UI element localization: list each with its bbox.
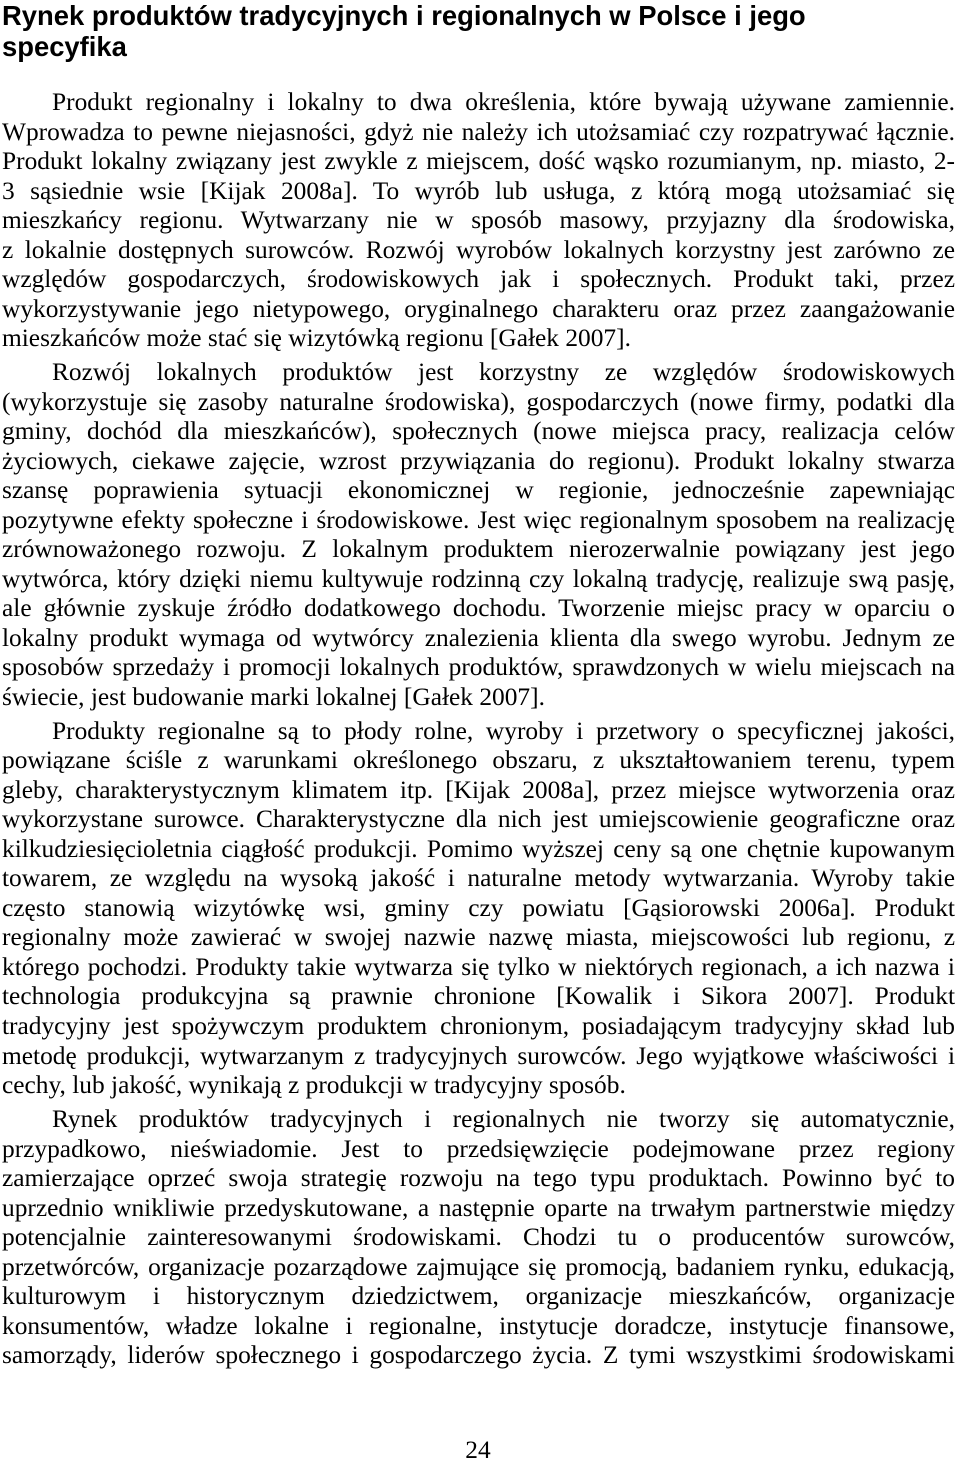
text-line: wytwórca, który dzięki niemu kultywuje rodzinną czy lokalną tradycję, realizuje swą pasję,: [2, 564, 955, 593]
text-line: mieszkańcy regionu. Wytwarzany nie w sposób masowy, przyjazny dla środowiska,: [2, 206, 955, 235]
text-line: kilkudziesięcioletnia ciągłość produkcji. Pomimo wyższej ceny są one chętnie kupowanym: [2, 834, 955, 863]
paragraph: [2, 358, 955, 712]
text-line: przetwórców, organizacje pozarządowe zajmujące się promocją, badaniem rynku, edukacją,: [2, 1252, 955, 1281]
text-line: względów gospodarczych, środowiskowych jak i społecznych. Produkt taki, przez: [2, 265, 955, 294]
text-line: szansę poprawienia sytuacji ekonomicznej w regionie, jednocześnie zapewniając: [2, 476, 955, 505]
text-line: kulturowym i historycznym dziedzictwem, organizacje mieszkańców, organizacje: [2, 1282, 955, 1311]
text-line: tradycyjny jest spożywczym produktem chronionym, posiadającym tradycyjny skład lub: [2, 1011, 955, 1040]
text-line: wykorzystywanie jego nietypowego, oryginalnego charakteru oraz przez zaangażowanie: [2, 294, 955, 323]
text-line: świecie, jest budowanie marki lokalnej [Gałek 2007].: [2, 682, 545, 711]
text-line: 3 sąsiednie wsie [Kijak 2008a]. To wyrób lub usługa, z którą mogą utożsamiać się: [2, 176, 955, 205]
text-line: Rynek produktów tradycyjnych i regionalnych nie tworzy się automatycznie,: [52, 1105, 955, 1134]
text-line: gleby, charakterystycznym klimatem itp. [Kijak 2008a], przez miejsce wytworzenia oraz: [2, 775, 955, 804]
text-line: przypadkowo, nieświadomie. Jest to przedsięwzięcie podejmowane przez regiony: [2, 1134, 955, 1163]
text-line: konsumentów, władze lokalne i regionalne, instytucje doradcze, instytucje finansowe,: [2, 1311, 955, 1340]
text-line: (wykorzystuje się zasoby naturalne środowiska), gospodarczych (nowe firmy, podatki dla: [2, 387, 955, 416]
text-line: lokalny produkt wymaga od wytwórcy znalezienia klienta dla swego wyrobu. Jednym ze: [2, 623, 955, 652]
text-line: cechy, lub jakość, wynikają z produkcji w tradycyjny sposób.: [2, 1071, 626, 1100]
text-line: Wprowadza to pewne niejasności, gdyż nie należy ich utożsamiać czy rozpatrywać łącznie.: [2, 117, 955, 146]
text-line: z lokalnie dostępnych surowców. Rozwój wyrobów lokalnych korzystny jest zarówno ze: [2, 235, 955, 264]
text-line: życiowych, ciekawe zajęcie, wzrost przywiązania do regionu). Produkt lokalny stwarza: [2, 446, 955, 475]
page-title: Rynek produktów tradycyjnych i regionalnych w Polsce i jego specyfika: [2, 0, 806, 62]
paragraph: [2, 717, 955, 1101]
text-line: Produkt regionalny i lokalny to dwa określenia, które bywają używane zamiennie.: [52, 88, 955, 116]
text-line: zrównoważonego rozwoju. Z lokalnym produktem nierozerwalnie powiązany jest jego: [2, 535, 955, 564]
text-line: ale głównie zyskuje źródło dodatkowego dochodu. Tworzenie miejsc pracy w oparciu o: [2, 594, 955, 623]
text-line: mieszkańców może stać się wizytówką regionu [Gałek 2007].: [2, 324, 631, 353]
text-line: często stanowią wizytówkę wsi, gminy czy powiatu [Gąsiorowski 2006a]. Produkt: [2, 893, 955, 922]
page-number: 24: [465, 1436, 491, 1464]
paragraph: [2, 88, 955, 354]
text-line: wykorzystane surowce. Charakterystyczne dla nich jest umiejscowienie geograficzne oraz: [2, 805, 955, 834]
body-text: [2, 88, 955, 1371]
text-line: samorządy, liderów społecznego i gospodarczego życia. Z tymi wszystkimi środowiskami: [2, 1341, 955, 1370]
text-line: Produkt lokalny związany jest zwykle z miejscem, dość wąsko rozumianym, np. miasto, 2-: [2, 147, 955, 176]
text-line: regionalny może zawierać w swojej nazwie nazwę miasta, miejscowości lub regionu, z: [2, 923, 955, 952]
text-line: powiązane ściśle z warunkami określonego obszaru, z ukształtowaniem terenu, typem: [2, 746, 955, 775]
paragraph: [2, 1105, 955, 1371]
text-line: sposobów sprzedaży i promocji lokalnych produktów, sprawdzonych w wielu miejscach na: [2, 653, 955, 682]
text-line: pozytywne efekty społeczne i środowiskowe. Jest więc regionalnym sposobem na realizację: [2, 505, 955, 534]
text-line: potencjalnie zainteresowanymi środowiskami. Chodzi tu o producentów surowców,: [2, 1223, 955, 1252]
text-line: metodę produkcji, wytwarzanym z tradycyjnych surowców. Jego wyjątkowe właściwości i: [2, 1041, 955, 1070]
text-line: Rozwój lokalnych produktów jest korzystny ze względów środowiskowych: [52, 358, 955, 387]
text-line: którego pochodzi. Produkty takie wytwarza się tylko w niektórych regionach, a ich nazwa i: [2, 952, 955, 981]
text-line: zamierzające oprzeć swoja strategię rozwoju na tego typu produktach. Powinno być to: [2, 1164, 955, 1193]
text-line: uprzednio wnikliwie przedyskutowane, a następnie oparte na trwałym partnerstwie między: [2, 1193, 955, 1222]
text-line: Produkty regionalne są to płody rolne, wyroby i przetwory o specyficznej jakości,: [52, 716, 955, 745]
text-line: technologia produkcyjna są prawnie chronione [Kowalik i Sikora 2007]. Produkt: [2, 982, 955, 1011]
text-line: towarem, ze względu na wysoką jakość i naturalne metody wytwarzania. Wyroby takie: [2, 864, 955, 893]
text-line: gminy, dochód dla mieszkańców), społecznych (nowe miejsca pracy, realizacja celów: [2, 417, 955, 446]
